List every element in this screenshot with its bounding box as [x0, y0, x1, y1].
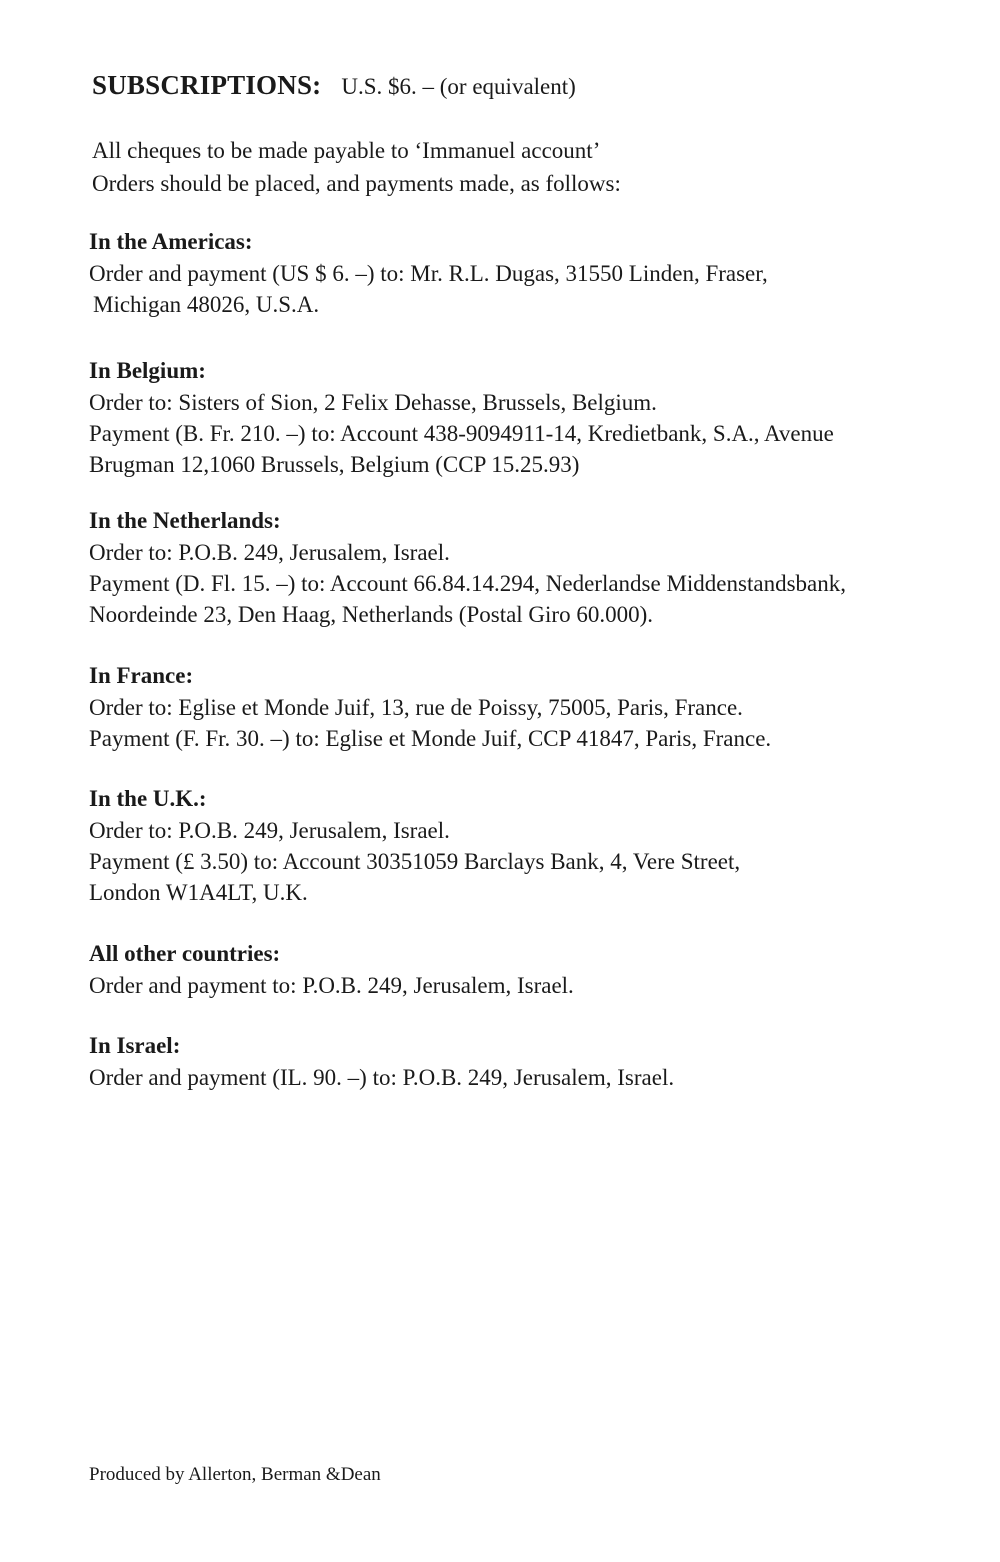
section-heading: All other countries: [89, 941, 281, 966]
section-heading: In Israel: [89, 1033, 181, 1058]
section-line: London W1A4LT, U.K. [89, 880, 308, 905]
header [92, 70, 576, 101]
section-heading: In the Americas: [89, 229, 253, 254]
page-title: SUBSCRIPTIONS: [92, 70, 322, 100]
section-line: Payment (D. Fl. 15. –) to: Account 66.84.14.294, Nederlandse Middenstandsbank, [89, 571, 846, 596]
footer-credit: Produced by Allerton, Berman &Dean [89, 1464, 381, 1485]
section-uk [89, 783, 740, 908]
section-line: Payment (B. Fr. 210. –) to: Account 438-9094911-14, Kredietbank, S.A., Avenue [89, 421, 834, 446]
section-heading: In the Netherlands: [89, 508, 281, 533]
section-line: Michigan 48026, U.S.A. [93, 292, 320, 317]
section-heading: In Belgium: [89, 358, 206, 383]
section-line: Noordeinde 23, Den Haag, Netherlands (Postal Giro 60.000). [89, 602, 654, 627]
section-line: Order to: P.O.B. 249, Jerusalem, Israel. [89, 540, 450, 565]
section-france [89, 660, 771, 754]
section-line: Brugman 12,1060 Brussels, Belgium (CCP 15.25.93) [89, 452, 580, 477]
intro-line-orders: Orders should be placed, and payments made, as follows: [92, 171, 621, 196]
intro-block [92, 134, 621, 200]
section-israel [89, 1030, 674, 1093]
subscription-price-note: U.S. $6. – (or equivalent) [341, 74, 576, 99]
section-line: Order to: Sisters of Sion, 2 Felix Dehasse, Brussels, Belgium. [89, 390, 657, 415]
section-line: Payment (£ 3.50) to: Account 30351059 Barclays Bank, 4, Vere Street, [89, 849, 741, 874]
section-netherlands [89, 505, 846, 630]
section-line: Order to: P.O.B. 249, Jerusalem, Israel. [89, 818, 450, 843]
section-line: Order to: Eglise et Monde Juif, 13, rue de Poissy, 75005, Paris, France. [89, 695, 743, 720]
section-line: Order and payment (IL. 90. –) to: P.O.B. 249, Jerusalem, Israel. [89, 1065, 675, 1090]
section-belgium [89, 355, 834, 480]
section-line: Payment (F. Fr. 30. –) to: Eglise et Monde Juif, CCP 41847, Paris, France. [89, 726, 772, 751]
section-line: Order and payment (US $ 6. –) to: Mr. R.L. Dugas, 31550 Linden, Fraser, [89, 261, 768, 286]
intro-line-cheques: All cheques to be made payable to ‘Immanuel account’ [92, 138, 601, 163]
section-other-countries [89, 938, 574, 1001]
section-line: Order and payment to: P.O.B. 249, Jerusalem, Israel. [89, 973, 574, 998]
section-americas [89, 226, 768, 320]
section-heading: In France: [89, 663, 194, 688]
section-heading: In the U.K.: [89, 786, 207, 811]
